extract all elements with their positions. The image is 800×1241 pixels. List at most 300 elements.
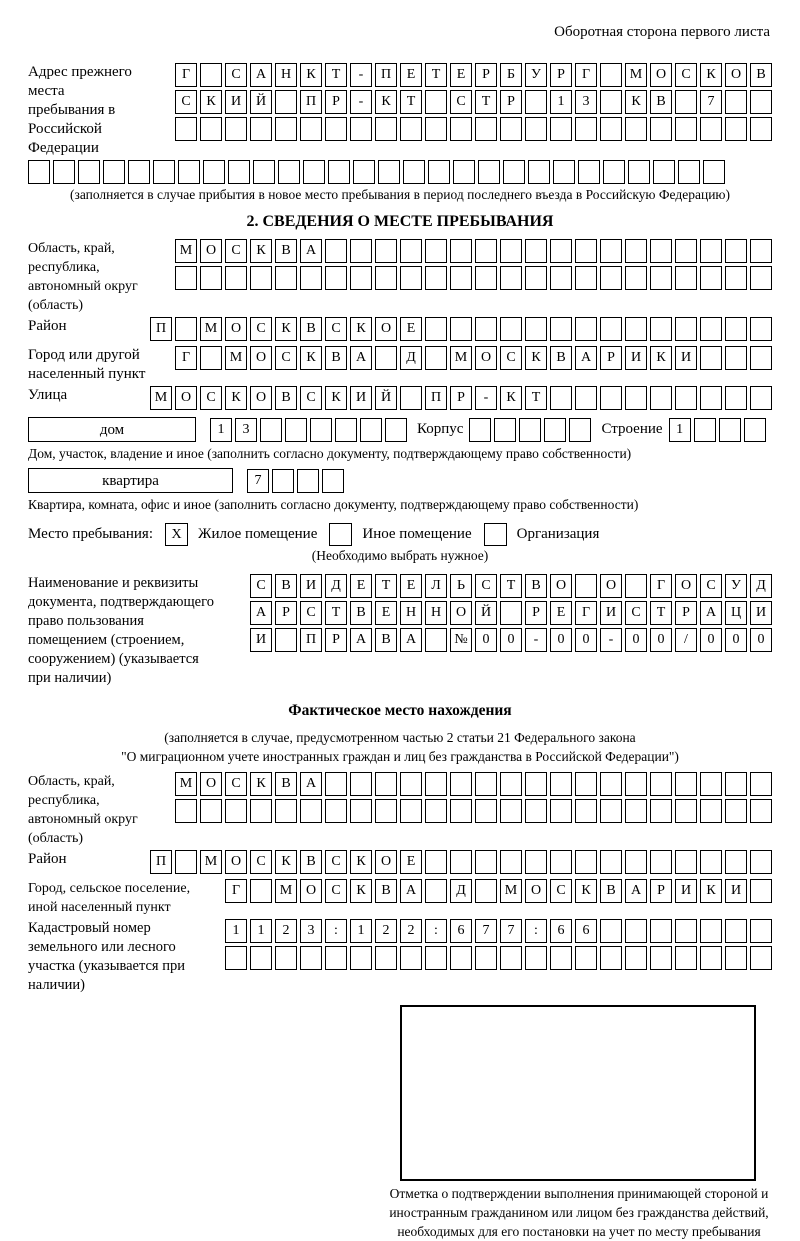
char-cell[interactable]: О (550, 574, 572, 598)
char-cell[interactable]: В (600, 879, 622, 903)
char-cell[interactable]: А (300, 772, 322, 796)
char-cell[interactable] (275, 266, 297, 290)
char-cell[interactable] (675, 919, 697, 943)
char-cell[interactable]: С (250, 317, 272, 341)
char-cell[interactable] (725, 346, 747, 370)
char-cell[interactable]: Р (450, 386, 472, 410)
char-cell[interactable]: В (300, 850, 322, 874)
char-cell[interactable] (675, 266, 697, 290)
char-cell[interactable] (275, 799, 297, 823)
char-cell[interactable]: П (150, 850, 172, 874)
char-cell[interactable] (575, 799, 597, 823)
char-cell[interactable]: С (225, 239, 247, 263)
char-cell[interactable] (428, 160, 450, 184)
char-cell[interactable] (500, 317, 522, 341)
char-cell[interactable]: К (275, 317, 297, 341)
char-cell[interactable] (700, 946, 722, 970)
char-cell[interactable]: Ц (725, 601, 747, 625)
char-cell[interactable] (325, 799, 347, 823)
char-cell[interactable]: 1 (250, 919, 272, 943)
char-cell[interactable]: Т (650, 601, 672, 625)
char-cell[interactable]: 7 (475, 919, 497, 943)
char-cell[interactable] (500, 601, 522, 625)
char-cell[interactable] (525, 772, 547, 796)
char-cell[interactable] (650, 239, 672, 263)
char-cell[interactable]: А (350, 628, 372, 652)
char-cell[interactable]: К (325, 386, 347, 410)
char-cell[interactable] (250, 117, 272, 141)
char-cell[interactable] (625, 317, 647, 341)
char-cell[interactable] (250, 946, 272, 970)
char-cell[interactable] (550, 850, 572, 874)
char-cell[interactable] (575, 574, 597, 598)
char-cell[interactable] (550, 239, 572, 263)
char-cell[interactable]: М (275, 879, 297, 903)
char-cell[interactable] (360, 418, 382, 442)
char-cell[interactable] (625, 574, 647, 598)
char-cell[interactable]: К (350, 879, 372, 903)
char-cell[interactable]: О (675, 574, 697, 598)
char-cell[interactable] (678, 160, 700, 184)
char-cell[interactable]: Д (450, 879, 472, 903)
char-cell[interactable] (525, 799, 547, 823)
char-cell[interactable] (600, 850, 622, 874)
char-cell[interactable]: Р (475, 63, 497, 87)
char-cell[interactable]: 0 (550, 628, 572, 652)
char-cell[interactable]: 0 (750, 628, 772, 652)
char-cell[interactable] (575, 117, 597, 141)
char-cell[interactable] (403, 160, 425, 184)
char-cell[interactable] (425, 799, 447, 823)
char-cell[interactable]: С (450, 90, 472, 114)
char-cell[interactable]: С (325, 879, 347, 903)
char-cell[interactable] (675, 90, 697, 114)
char-cell[interactable] (375, 266, 397, 290)
char-cell[interactable]: - (600, 628, 622, 652)
char-cell[interactable] (400, 772, 422, 796)
char-cell[interactable] (200, 346, 222, 370)
char-cell[interactable] (700, 386, 722, 410)
char-cell[interactable] (525, 266, 547, 290)
char-cell[interactable]: В (750, 63, 772, 87)
char-cell[interactable] (300, 799, 322, 823)
char-cell[interactable] (450, 266, 472, 290)
char-cell[interactable]: И (750, 601, 772, 625)
char-cell[interactable] (650, 946, 672, 970)
char-cell[interactable] (628, 160, 650, 184)
char-cell[interactable]: О (250, 346, 272, 370)
char-cell[interactable] (450, 317, 472, 341)
char-cell[interactable]: № (450, 628, 472, 652)
char-cell[interactable]: М (200, 850, 222, 874)
char-cell[interactable] (700, 919, 722, 943)
char-cell[interactable] (675, 850, 697, 874)
char-cell[interactable] (178, 160, 200, 184)
char-cell[interactable]: В (275, 772, 297, 796)
char-cell[interactable] (350, 266, 372, 290)
char-cell[interactable] (750, 317, 772, 341)
char-cell[interactable]: А (700, 601, 722, 625)
char-cell[interactable] (285, 418, 307, 442)
char-cell[interactable] (375, 346, 397, 370)
char-cell[interactable]: С (225, 63, 247, 87)
char-cell[interactable]: О (450, 601, 472, 625)
char-cell[interactable] (575, 317, 597, 341)
char-cell[interactable] (500, 850, 522, 874)
char-cell[interactable]: 0 (650, 628, 672, 652)
char-cell[interactable] (325, 772, 347, 796)
char-cell[interactable]: 3 (575, 90, 597, 114)
char-cell[interactable]: М (150, 386, 172, 410)
char-cell[interactable] (750, 346, 772, 370)
char-cell[interactable] (385, 418, 407, 442)
char-cell[interactable] (275, 90, 297, 114)
char-cell[interactable]: А (250, 601, 272, 625)
char-cell[interactable]: 0 (475, 628, 497, 652)
char-cell[interactable] (675, 239, 697, 263)
char-cell[interactable]: С (200, 386, 222, 410)
char-cell[interactable]: Г (175, 346, 197, 370)
char-cell[interactable] (500, 239, 522, 263)
char-cell[interactable] (575, 946, 597, 970)
char-cell[interactable]: И (675, 879, 697, 903)
char-cell[interactable] (300, 117, 322, 141)
char-cell[interactable] (450, 946, 472, 970)
char-cell[interactable] (700, 799, 722, 823)
char-cell[interactable] (225, 266, 247, 290)
char-cell[interactable] (600, 63, 622, 87)
char-cell[interactable] (153, 160, 175, 184)
char-cell[interactable] (200, 266, 222, 290)
char-cell[interactable]: 0 (575, 628, 597, 652)
char-cell[interactable]: 7 (247, 469, 269, 493)
char-cell[interactable] (653, 160, 675, 184)
char-cell[interactable]: 1 (550, 90, 572, 114)
char-cell[interactable] (625, 919, 647, 943)
char-cell[interactable] (272, 469, 294, 493)
char-cell[interactable]: 3 (300, 919, 322, 943)
char-cell[interactable] (750, 266, 772, 290)
char-cell[interactable]: Д (400, 346, 422, 370)
char-cell[interactable] (600, 317, 622, 341)
char-cell[interactable] (725, 266, 747, 290)
char-cell[interactable]: С (700, 574, 722, 598)
char-cell[interactable]: И (600, 601, 622, 625)
char-cell[interactable]: И (225, 90, 247, 114)
char-cell[interactable]: П (300, 628, 322, 652)
char-cell[interactable] (425, 628, 447, 652)
char-cell[interactable] (700, 772, 722, 796)
char-cell[interactable]: Т (325, 63, 347, 87)
char-cell[interactable] (469, 418, 491, 442)
char-cell[interactable] (550, 317, 572, 341)
char-cell[interactable]: Р (650, 879, 672, 903)
char-cell[interactable] (494, 418, 516, 442)
char-cell[interactable] (500, 117, 522, 141)
char-cell[interactable]: С (325, 317, 347, 341)
char-cell[interactable]: О (375, 850, 397, 874)
char-cell[interactable]: Е (550, 601, 572, 625)
char-cell[interactable]: А (400, 879, 422, 903)
char-cell[interactable]: : (525, 919, 547, 943)
char-cell[interactable] (278, 160, 300, 184)
char-cell[interactable]: Ь (450, 574, 472, 598)
char-cell[interactable] (53, 160, 75, 184)
char-cell[interactable]: Д (325, 574, 347, 598)
char-cell[interactable]: О (600, 574, 622, 598)
char-cell[interactable]: С (275, 346, 297, 370)
char-cell[interactable] (350, 239, 372, 263)
char-cell[interactable]: : (325, 919, 347, 943)
char-cell[interactable] (375, 239, 397, 263)
char-cell[interactable]: 1 (350, 919, 372, 943)
char-cell[interactable]: О (525, 879, 547, 903)
char-cell[interactable] (550, 946, 572, 970)
char-cell[interactable] (253, 160, 275, 184)
char-cell[interactable] (450, 850, 472, 874)
char-cell[interactable]: К (250, 772, 272, 796)
char-cell[interactable] (725, 317, 747, 341)
char-cell[interactable]: А (250, 63, 272, 87)
char-cell[interactable]: Т (400, 90, 422, 114)
char-cell[interactable]: Р (325, 90, 347, 114)
char-cell[interactable]: Е (400, 317, 422, 341)
char-cell[interactable]: П (150, 317, 172, 341)
char-cell[interactable] (650, 117, 672, 141)
char-cell[interactable]: В (325, 346, 347, 370)
char-cell[interactable]: К (250, 239, 272, 263)
char-cell[interactable] (725, 946, 747, 970)
char-cell[interactable] (450, 239, 472, 263)
char-cell[interactable] (625, 799, 647, 823)
char-cell[interactable] (575, 850, 597, 874)
char-cell[interactable] (700, 266, 722, 290)
char-cell[interactable] (400, 386, 422, 410)
char-cell[interactable] (353, 160, 375, 184)
char-cell[interactable] (750, 919, 772, 943)
char-cell[interactable] (375, 117, 397, 141)
char-cell[interactable] (650, 772, 672, 796)
char-cell[interactable] (550, 117, 572, 141)
char-cell[interactable] (550, 266, 572, 290)
char-cell[interactable] (675, 799, 697, 823)
char-cell[interactable]: 1 (225, 919, 247, 943)
char-cell[interactable]: В (525, 574, 547, 598)
char-cell[interactable] (325, 266, 347, 290)
char-cell[interactable]: К (625, 90, 647, 114)
char-cell[interactable]: Г (225, 879, 247, 903)
char-cell[interactable] (675, 772, 697, 796)
organization-checkbox[interactable] (484, 523, 507, 546)
char-cell[interactable] (625, 772, 647, 796)
char-cell[interactable]: Т (325, 601, 347, 625)
char-cell[interactable] (575, 772, 597, 796)
char-cell[interactable] (400, 266, 422, 290)
char-cell[interactable]: В (350, 601, 372, 625)
char-cell[interactable] (225, 799, 247, 823)
char-cell[interactable]: О (200, 772, 222, 796)
char-cell[interactable] (750, 239, 772, 263)
char-cell[interactable] (322, 469, 344, 493)
char-cell[interactable]: П (425, 386, 447, 410)
char-cell[interactable] (725, 239, 747, 263)
char-cell[interactable] (350, 946, 372, 970)
char-cell[interactable]: А (625, 879, 647, 903)
char-cell[interactable] (625, 850, 647, 874)
char-cell[interactable] (28, 160, 50, 184)
char-cell[interactable]: Р (600, 346, 622, 370)
char-cell[interactable] (250, 266, 272, 290)
char-cell[interactable] (475, 239, 497, 263)
char-cell[interactable]: К (525, 346, 547, 370)
char-cell[interactable] (725, 117, 747, 141)
char-cell[interactable] (650, 386, 672, 410)
char-cell[interactable]: Е (400, 63, 422, 87)
char-cell[interactable] (425, 850, 447, 874)
char-cell[interactable] (475, 266, 497, 290)
char-cell[interactable] (228, 160, 250, 184)
char-cell[interactable] (600, 919, 622, 943)
char-cell[interactable] (703, 160, 725, 184)
char-cell[interactable]: Н (400, 601, 422, 625)
char-cell[interactable] (650, 850, 672, 874)
char-cell[interactable] (500, 946, 522, 970)
char-cell[interactable]: С (325, 850, 347, 874)
char-cell[interactable] (425, 90, 447, 114)
char-cell[interactable]: А (350, 346, 372, 370)
char-cell[interactable] (525, 317, 547, 341)
char-cell[interactable]: В (300, 317, 322, 341)
char-cell[interactable]: В (275, 386, 297, 410)
char-cell[interactable]: П (300, 90, 322, 114)
char-cell[interactable]: И (250, 628, 272, 652)
char-cell[interactable]: 7 (700, 90, 722, 114)
char-cell[interactable]: О (225, 317, 247, 341)
char-cell[interactable] (603, 160, 625, 184)
char-cell[interactable]: : (425, 919, 447, 943)
char-cell[interactable] (225, 117, 247, 141)
char-cell[interactable] (175, 266, 197, 290)
char-cell[interactable] (425, 772, 447, 796)
char-cell[interactable]: Р (275, 601, 297, 625)
char-cell[interactable]: И (350, 386, 372, 410)
char-cell[interactable]: 6 (550, 919, 572, 943)
char-cell[interactable]: Р (325, 628, 347, 652)
char-cell[interactable]: Л (425, 574, 447, 598)
char-cell[interactable] (425, 946, 447, 970)
char-cell[interactable] (675, 317, 697, 341)
char-cell[interactable] (750, 879, 772, 903)
char-cell[interactable] (650, 317, 672, 341)
char-cell[interactable] (700, 850, 722, 874)
char-cell[interactable]: 0 (500, 628, 522, 652)
char-cell[interactable]: У (725, 574, 747, 598)
char-cell[interactable] (200, 799, 222, 823)
char-cell[interactable] (600, 239, 622, 263)
char-cell[interactable] (700, 117, 722, 141)
char-cell[interactable]: Е (350, 574, 372, 598)
char-cell[interactable] (725, 799, 747, 823)
char-cell[interactable]: О (225, 850, 247, 874)
char-cell[interactable]: Г (175, 63, 197, 87)
char-cell[interactable] (725, 850, 747, 874)
char-cell[interactable] (475, 117, 497, 141)
char-cell[interactable] (528, 160, 550, 184)
char-cell[interactable] (175, 117, 197, 141)
char-cell[interactable] (225, 946, 247, 970)
char-cell[interactable] (575, 386, 597, 410)
char-cell[interactable]: И (675, 346, 697, 370)
char-cell[interactable] (425, 346, 447, 370)
char-cell[interactable] (275, 117, 297, 141)
char-cell[interactable]: В (550, 346, 572, 370)
char-cell[interactable] (425, 879, 447, 903)
char-cell[interactable] (719, 418, 741, 442)
char-cell[interactable]: - (475, 386, 497, 410)
char-cell[interactable] (625, 946, 647, 970)
char-cell[interactable]: Т (425, 63, 447, 87)
char-cell[interactable] (325, 239, 347, 263)
char-cell[interactable] (350, 772, 372, 796)
char-cell[interactable]: Е (400, 574, 422, 598)
char-cell[interactable]: О (250, 386, 272, 410)
char-cell[interactable] (475, 317, 497, 341)
char-cell[interactable] (700, 239, 722, 263)
char-cell[interactable]: К (200, 90, 222, 114)
char-cell[interactable]: 0 (700, 628, 722, 652)
char-cell[interactable] (525, 90, 547, 114)
char-cell[interactable]: 2 (275, 919, 297, 943)
char-cell[interactable]: Т (475, 90, 497, 114)
char-cell[interactable] (675, 117, 697, 141)
char-cell[interactable]: О (375, 317, 397, 341)
char-cell[interactable] (475, 799, 497, 823)
char-cell[interactable] (578, 160, 600, 184)
char-cell[interactable]: М (225, 346, 247, 370)
char-cell[interactable] (335, 418, 357, 442)
char-cell[interactable] (400, 946, 422, 970)
residential-checkbox[interactable]: X (165, 523, 188, 546)
char-cell[interactable] (175, 317, 197, 341)
char-cell[interactable]: А (400, 628, 422, 652)
char-cell[interactable] (325, 117, 347, 141)
char-cell[interactable]: Г (575, 601, 597, 625)
other-premises-checkbox[interactable] (329, 523, 352, 546)
char-cell[interactable] (375, 772, 397, 796)
char-cell[interactable] (750, 386, 772, 410)
char-cell[interactable]: М (175, 772, 197, 796)
char-cell[interactable] (600, 946, 622, 970)
char-cell[interactable]: С (300, 601, 322, 625)
char-cell[interactable]: С (250, 574, 272, 598)
char-cell[interactable] (275, 628, 297, 652)
char-cell[interactable] (650, 799, 672, 823)
char-cell[interactable] (725, 772, 747, 796)
char-cell[interactable]: - (350, 63, 372, 87)
char-cell[interactable] (600, 386, 622, 410)
char-cell[interactable]: 2 (375, 919, 397, 943)
char-cell[interactable]: Е (375, 601, 397, 625)
char-cell[interactable]: К (500, 386, 522, 410)
char-cell[interactable]: О (200, 239, 222, 263)
char-cell[interactable]: - (525, 628, 547, 652)
char-cell[interactable] (303, 160, 325, 184)
char-cell[interactable] (600, 266, 622, 290)
char-cell[interactable] (475, 879, 497, 903)
char-cell[interactable]: У (525, 63, 547, 87)
char-cell[interactable] (550, 799, 572, 823)
char-cell[interactable]: С (675, 63, 697, 87)
